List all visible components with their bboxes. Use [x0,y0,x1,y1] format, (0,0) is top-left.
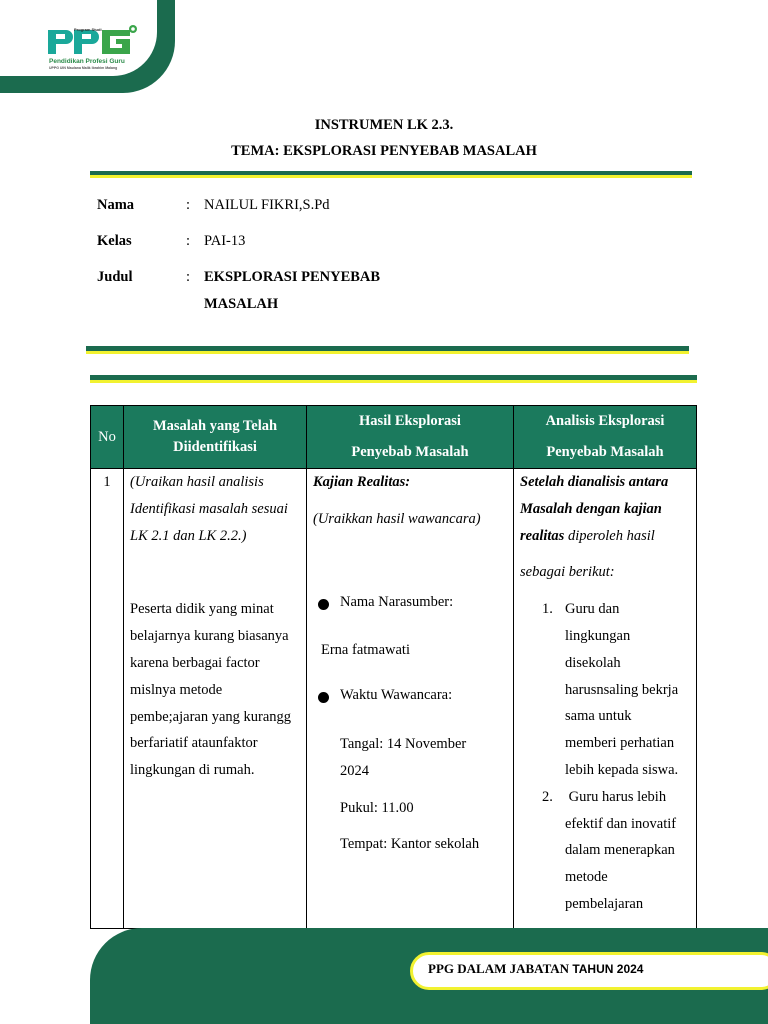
logo-card [0,0,157,76]
analisis-intro-rest: diperoleh hasil [564,527,655,544]
pukul: Pukul: 11.00 [340,799,414,816]
logo-overline: Program Studi [74,27,102,32]
header-analisis-line1: Analisis Eksplorasi [545,413,665,429]
tanggal-line2: 2024 [340,762,369,779]
row-number: 1 [91,469,124,929]
header-hasil-line2: Penyebab Masalah [351,444,469,460]
tanggal-line1: Tangal: 14 November [340,735,467,752]
analisis-intro-line4: sebagai berikut: [520,564,615,581]
header-no: No [91,406,124,469]
list-item-line: Guru dan [565,601,620,618]
footer-label [428,961,643,977]
divider-band-top [90,171,692,178]
analisis-intro-line3 [520,523,690,550]
list-item-line: dalam menerapkan [565,842,675,859]
footer-label-sans: TAHUN 2024 [572,962,644,976]
list-item-line: pembelajaran [565,895,644,912]
kelas-label: Kelas [97,233,132,249]
masalah-body-line: Peserta didik yang minat [130,601,274,618]
list-item [520,596,690,784]
masalah-body-line: pembe;ajaran yang kurangg [130,708,292,725]
judul-label: Judul [97,269,133,285]
list-item-line: lebih kepada siswa. [565,761,679,778]
exploration-table [90,405,697,929]
analisis-intro-line1: Setelah dianalisis antara [520,474,669,490]
list-item [520,784,690,918]
nama-value: NAILUL FIKRI,S.Pd [204,197,330,213]
narasumber-value: Erna fatmawati [321,642,410,659]
table-row [91,469,697,929]
divider-band-table [90,375,697,383]
document-title: INSTRUMEN LK 2.3. [314,117,454,133]
judul-value-line2: MASALAH [204,296,279,312]
masalah-note-line3: LK 2.1 dan LK 2.2.) [130,527,247,544]
list-item-number: 1. [542,601,553,618]
masalah-note-line1: (Uraikan hasil analisis [130,474,264,490]
waktu-label: Waktu Wawancara: [313,682,507,709]
list-item-line: disekolah [565,654,621,671]
table-header-row [91,406,697,469]
list-item-line: sama untuk [565,708,632,725]
list-item-line: memberi perhatian [565,735,675,752]
masalah-body-line: karena berbagai factor [130,654,260,671]
masalah-body-line: berfariatif ataunfaktor [130,735,258,752]
divider-band-mid [86,346,689,354]
header-hasil-line1: Hasil Eksplorasi [359,413,461,429]
header-hasil [307,406,514,469]
masalah-body-line: mislnya metode [130,681,223,698]
list-item-line: efektif dan inovatif [565,815,677,832]
analisis-cell [514,469,697,929]
colon: : [186,197,191,213]
list-item-line: metode [565,869,608,886]
list-item-line: lingkungan [565,627,631,644]
masalah-note-line2: Identifikasi masalah sesuai [130,500,288,517]
nama-label: Nama [97,197,135,213]
analisis-intro-bold: realitas [520,527,565,544]
list-item-line: harusnsaling bekrja [565,681,679,698]
header-masalah-line2: Diidentifikasi [173,439,257,455]
colon: : [186,233,191,249]
narasumber-label: Nama Narasumber: [313,589,507,616]
document-theme: TEMA: EKSPLORASI PENYEBAB MASALAH [231,143,537,159]
header-analisis [514,406,697,469]
analisis-intro-line2: Masalah dengan kajian [520,500,662,517]
hasil-note: (Uraikkan hasil wawancara) [313,510,481,527]
header-masalah-line1: Masalah yang Telah [152,418,278,434]
masalah-cell [124,469,307,929]
masalah-body-line: belajarnya kurang biasanya [130,628,289,645]
list-item-line: Guru harus lebih [565,788,667,805]
analisis-list [520,596,690,918]
logo-subtitle: Pendidikan Profesi Guru [49,58,125,65]
kajian-realitas-title: Kajian Realitas: [313,474,411,490]
tempat: Tempat: Kantor sekolah [340,836,480,853]
header-masalah [124,406,307,469]
footer-label-serif: PPG DALAM JABATAN [428,961,573,976]
kelas-value: PAI-13 [204,233,246,249]
logo-institution: UPPG UIN Maulana Malik Ibrahim Malang [49,66,118,70]
header-analisis-line2: Penyebab Masalah [546,444,664,460]
colon: : [186,269,191,285]
masalah-body-line: lingkungan di rumah. [130,762,255,779]
judul-value-line1: EKSPLORASI PENYEBAB [204,269,381,285]
list-item-number: 2. [542,788,553,805]
hasil-cell [307,469,514,929]
